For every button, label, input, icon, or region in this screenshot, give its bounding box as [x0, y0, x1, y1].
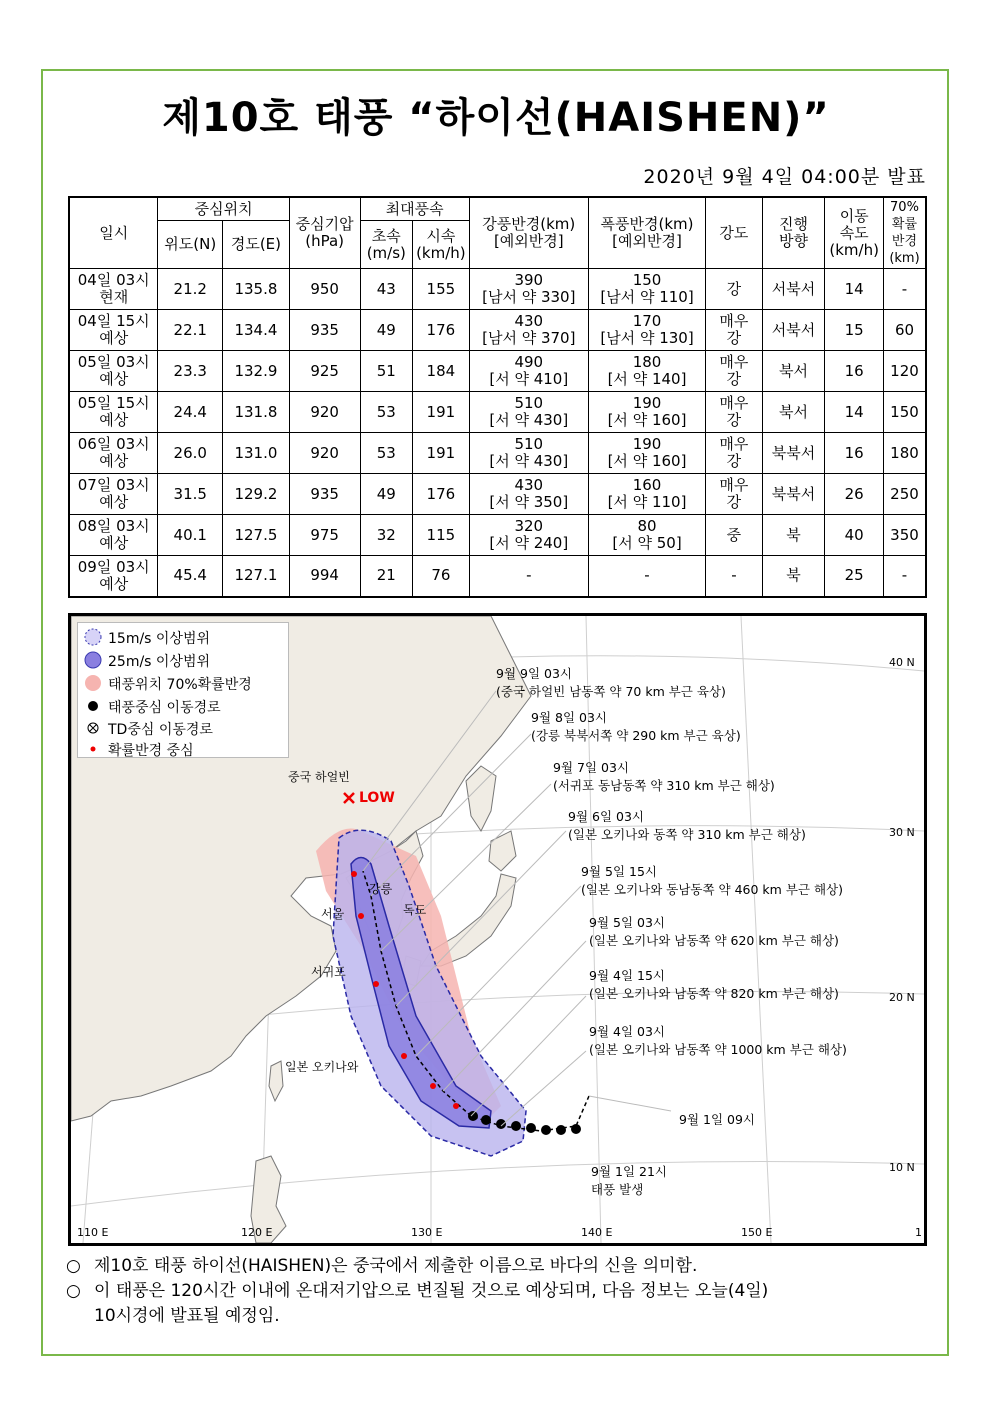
note-2-cont	[66, 1304, 928, 1329]
lat-40-label: 40 N	[889, 656, 915, 669]
cell-gale-1: 320	[514, 517, 544, 535]
cell-direction: 북서	[762, 351, 825, 392]
legend-td: TD중심 이동경로	[108, 722, 213, 738]
annot-9-time: 9월 1일 09시	[679, 1112, 755, 1127]
cell-gale	[469, 269, 588, 310]
header-prob-3: 반경	[891, 234, 918, 249]
table-row	[69, 392, 926, 433]
annot-6-desc: (일본 오키나와 남동쪽 약 620 km 부근 해상)	[589, 933, 839, 948]
cell-direction: 북서	[762, 392, 825, 433]
cell-datetime	[69, 433, 158, 474]
cell-gale	[469, 474, 588, 515]
issued-time: 2020년 9월 4일 04:00분 발표	[643, 166, 926, 188]
map-legend	[77, 622, 289, 758]
cell-kmh: 115	[413, 515, 470, 556]
cell-storm	[588, 310, 705, 351]
city-harbin: 중국 하얼빈	[288, 770, 350, 784]
typhoon-track-map	[68, 613, 927, 1246]
city-seogwipo: 서귀포	[311, 965, 346, 979]
cell-prob: 120	[883, 351, 926, 392]
cell-speed: 14	[825, 392, 884, 433]
cell-direction: 북	[762, 556, 825, 597]
note-2-indent	[66, 1304, 94, 1329]
cell-lat: 22.1	[158, 310, 223, 351]
cell-datetime	[69, 310, 158, 351]
note-2-text-cont: 10시경에 발표될 예정임.	[94, 1306, 280, 1326]
header-gale	[469, 197, 588, 269]
cell-datetime	[69, 474, 158, 515]
legend-track: 태풍중심 이동경로	[108, 700, 221, 716]
cell-datetime-1: 08일 03시	[77, 517, 150, 535]
cell-gale	[469, 556, 588, 597]
annot-2-desc: (강릉 북북서쪽 약 290 km 부근 육상)	[531, 728, 741, 743]
city-seoul: 서울	[321, 907, 345, 921]
cell-gale	[469, 351, 588, 392]
cell-datetime-1: 05일 03시	[77, 353, 150, 371]
cell-datetime	[69, 392, 158, 433]
notes	[66, 1254, 928, 1329]
cell-storm-1: 180	[632, 353, 662, 371]
header-lat: 위도(N)	[158, 221, 223, 269]
cell-datetime-1: 04일 15시	[77, 312, 150, 330]
header-ms-1: 초속	[371, 226, 401, 245]
cell-lon: 127.5	[223, 515, 290, 556]
annot-7-desc: (일본 오키나와 남동쪽 약 820 km 부근 해상)	[589, 986, 839, 1001]
cell-datetime	[69, 556, 158, 597]
cell-speed: 16	[825, 351, 884, 392]
annot-1-desc: (중국 하얼빈 남동쪽 약 70 km 부근 육상)	[496, 684, 726, 699]
header-prob-1: 70%	[890, 200, 919, 215]
cell-prob: 250	[883, 474, 926, 515]
cell-intensity	[706, 351, 763, 392]
cell-intensity	[706, 474, 763, 515]
lon-110-label: 110 E	[77, 1226, 109, 1239]
annot-4-time: 9월 6일 03시	[568, 809, 644, 824]
cell-lon: 134.4	[223, 310, 290, 351]
cell-gale-1: 390	[514, 271, 544, 289]
cell-prob: 150	[883, 392, 926, 433]
table-row	[69, 474, 926, 515]
cell-gale-1: -	[526, 566, 532, 585]
header-speed	[825, 197, 884, 269]
cell-ms: 51	[360, 351, 413, 392]
header-storm-label: 폭풍반경(km)	[600, 215, 694, 233]
cell-gale-2: [남서 약 330]	[482, 288, 576, 306]
city-gangneung: 강릉	[369, 882, 393, 896]
lat-20-label: 20 N	[889, 991, 915, 1004]
cell-gale	[469, 515, 588, 556]
cell-gale-2: [서 약 410]	[489, 370, 569, 388]
cell-storm-2: [서 약 160]	[607, 452, 687, 470]
header-speed-2: 속도	[839, 223, 869, 242]
cell-storm-2: [서 약 140]	[607, 370, 687, 388]
header-gale-sub: [예외반경]	[493, 232, 564, 250]
table-row	[69, 351, 926, 392]
page-title: 제10호 태풍 “하이선(HAISHEN)”	[162, 95, 830, 141]
note-1-bullet: ○	[66, 1256, 81, 1276]
cell-speed: 15	[825, 310, 884, 351]
cell-storm-2: [남서 약 110]	[600, 288, 694, 306]
cell-intensity	[706, 392, 763, 433]
lon-130-label: 130 E	[411, 1226, 443, 1239]
cell-storm	[588, 433, 705, 474]
cell-intensity-2: 강	[726, 329, 742, 347]
cell-gale-1: 510	[514, 394, 544, 412]
cell-datetime-2: 현재	[99, 288, 129, 306]
annot-1-time: 9월 9일 03시	[496, 666, 572, 681]
cell-storm-1: 190	[632, 394, 662, 412]
cell-kmh: 155	[413, 269, 470, 310]
header-direction-1: 진행	[779, 215, 809, 233]
header-direction	[762, 197, 825, 269]
cell-lat: 40.1	[158, 515, 223, 556]
annot-3-desc: (서귀포 동남동쪽 약 310 km 부근 해상)	[553, 778, 775, 793]
cell-lat: 31.5	[158, 474, 223, 515]
cell-storm	[588, 351, 705, 392]
annot-10-time: 9월 1일 21시	[591, 1164, 667, 1179]
cell-datetime	[69, 269, 158, 310]
cell-intensity-1: 매우	[719, 353, 749, 371]
cell-direction: 북	[762, 515, 825, 556]
cell-pressure: 975	[289, 515, 360, 556]
cell-intensity	[706, 556, 763, 597]
cell-lon: 135.8	[223, 269, 290, 310]
annot-2-time: 9월 8일 03시	[531, 710, 607, 725]
table-row	[69, 269, 926, 310]
header-gale-label: 강풍반경(km)	[482, 215, 576, 233]
header-pressure	[289, 197, 360, 269]
cell-gale	[469, 392, 588, 433]
cell-gale-2: [서 약 350]	[489, 493, 569, 511]
cell-datetime-1: 05일 15시	[77, 394, 150, 412]
cell-kmh: 184	[413, 351, 470, 392]
annot-3-time: 9월 7일 03시	[553, 760, 629, 775]
lon-120-label: 120 E	[241, 1226, 273, 1239]
header-speed-3: (km/h)	[829, 240, 879, 259]
header-ms	[360, 221, 413, 269]
table-row	[69, 433, 926, 474]
cell-datetime-2: 예상	[99, 370, 129, 388]
cell-intensity-2: 강	[726, 452, 742, 470]
cell-speed: 14	[825, 269, 884, 310]
note-2	[66, 1279, 928, 1304]
header-pressure-unit: (hPa)	[305, 232, 345, 250]
cell-intensity	[706, 310, 763, 351]
cell-lon: 132.9	[223, 351, 290, 392]
cell-storm-2: [서 약 110]	[607, 493, 687, 511]
header-prob-2: 확률	[891, 217, 918, 232]
header-prob	[883, 197, 926, 269]
cell-lat: 21.2	[158, 269, 223, 310]
city-dokdo: 독도	[403, 903, 427, 917]
cell-speed: 26	[825, 474, 884, 515]
cell-direction: 서북서	[762, 310, 825, 351]
header-maxwind: 최대풍속	[360, 197, 469, 221]
cell-intensity	[706, 269, 763, 310]
cell-intensity-1: 매우	[719, 476, 749, 494]
cell-datetime-1: 06일 03시	[77, 435, 150, 453]
cell-speed: 16	[825, 433, 884, 474]
cell-gale-1: 490	[514, 353, 544, 371]
cell-storm-1: 150	[632, 271, 662, 289]
td-cross-icon	[90, 725, 97, 732]
cell-storm-2: [남서 약 130]	[600, 329, 694, 347]
cell-intensity	[706, 433, 763, 474]
typhoon-symbol-icon	[88, 701, 98, 711]
forecast-table	[68, 196, 927, 598]
cell-kmh: 176	[413, 310, 470, 351]
header-pressure-label: 중심기압	[295, 215, 354, 233]
note-1	[66, 1254, 928, 1279]
header-speed-1: 이동	[839, 206, 869, 225]
cell-gale-1: 430	[514, 476, 544, 494]
lat-30-label: 30 N	[889, 826, 915, 839]
low-label: LOW	[359, 790, 395, 806]
table-row	[69, 310, 926, 351]
header-kmh-2: (km/h)	[416, 243, 466, 262]
cell-gale	[469, 433, 588, 474]
cell-intensity-1: 중	[726, 525, 742, 544]
header-ms-2: (m/s)	[366, 243, 406, 262]
cell-gale-2: [서 약 430]	[489, 411, 569, 429]
cell-datetime-1: 04일 03시	[77, 271, 150, 289]
cell-datetime-2: 예상	[99, 493, 129, 511]
cell-pressure: 935	[289, 310, 360, 351]
annot-4-desc: (일본 오키나와 동쪽 약 310 km 부근 해상)	[568, 827, 806, 842]
cell-storm	[588, 515, 705, 556]
lon-140-label: 140 E	[581, 1226, 613, 1239]
cell-kmh: 76	[413, 556, 470, 597]
cell-ms: 53	[360, 433, 413, 474]
cell-prob: 350	[883, 515, 926, 556]
cell-intensity-1: 강	[726, 279, 742, 298]
legend-15ms-icon	[85, 629, 101, 645]
cell-prob: -	[883, 269, 926, 310]
cell-pressure: 925	[289, 351, 360, 392]
cell-direction: 서북서	[762, 269, 825, 310]
prob-center-icon	[91, 747, 96, 752]
cell-datetime-2: 예상	[99, 574, 129, 593]
cell-prob: 180	[883, 433, 926, 474]
cell-storm	[588, 392, 705, 433]
cell-storm	[588, 474, 705, 515]
cell-direction: 북북서	[762, 433, 825, 474]
cell-ms: 43	[360, 269, 413, 310]
cell-gale-2: [서 약 430]	[489, 452, 569, 470]
cell-lon: 127.1	[223, 556, 290, 597]
cell-storm-1: 190	[632, 435, 662, 453]
legend-25ms-icon	[85, 652, 101, 668]
legend-15ms: 15m/s 이상범위	[108, 631, 211, 647]
cell-lat: 24.4	[158, 392, 223, 433]
annot-8-time: 9월 4일 03시	[589, 1024, 665, 1039]
cell-datetime-2: 예상	[99, 534, 129, 552]
note-2-text: 이 태풍은 120시간 이내에 온대저기압으로 변질될 것으로 예상되며, 다음 정보는 오늘(4일)	[94, 1281, 769, 1301]
cell-lat: 45.4	[158, 556, 223, 597]
header-intensity: 강도	[706, 197, 763, 269]
cell-datetime-1: 09일 03시	[77, 557, 150, 576]
cell-intensity-1: 매우	[719, 394, 749, 412]
cell-storm	[588, 269, 705, 310]
cell-gale-1: 430	[514, 312, 544, 330]
cell-intensity-1: 매우	[719, 435, 749, 453]
cell-pressure: 994	[289, 556, 360, 597]
lon-edge-label: 1	[915, 1226, 922, 1239]
lon-150-label: 150 E	[741, 1226, 773, 1239]
cell-lon: 129.2	[223, 474, 290, 515]
cell-storm-2: [서 약 160]	[607, 411, 687, 429]
cell-ms: 49	[360, 474, 413, 515]
annot-7-time: 9월 4일 15시	[589, 968, 665, 983]
header-direction-2: 방향	[779, 232, 809, 250]
header-storm	[588, 197, 705, 269]
header-datetime: 일시	[69, 197, 158, 269]
cell-prob: -	[883, 556, 926, 597]
cell-intensity-2: 강	[726, 370, 742, 388]
cell-intensity-2: 강	[726, 493, 742, 511]
cell-kmh: 191	[413, 392, 470, 433]
cell-pressure: 935	[289, 474, 360, 515]
cell-storm-1: -	[644, 566, 650, 585]
cell-ms: 53	[360, 392, 413, 433]
cell-gale	[469, 310, 588, 351]
cell-lat: 26.0	[158, 433, 223, 474]
cell-storm-1: 160	[632, 476, 662, 494]
cell-datetime	[69, 351, 158, 392]
cell-storm-2: [서 약 50]	[612, 534, 682, 552]
legend-prob-icon	[85, 675, 101, 691]
cell-ms: 49	[360, 310, 413, 351]
cell-pressure: 920	[289, 433, 360, 474]
annot-10-desc: 태풍 발생	[591, 1182, 644, 1197]
cell-intensity	[706, 515, 763, 556]
cell-pressure: 950	[289, 269, 360, 310]
cell-lat: 23.3	[158, 351, 223, 392]
cell-intensity-1: 매우	[719, 312, 749, 330]
legend-25ms: 25m/s 이상범위	[108, 654, 211, 670]
note-1-text: 제10호 태풍 하이선(HAISHEN)은 중국에서 제출한 이름으로 바다의 신을 의미함.	[94, 1256, 698, 1276]
cell-gale-1: 510	[514, 435, 544, 453]
cell-direction: 북북서	[762, 474, 825, 515]
header-storm-sub: [예외반경]	[612, 232, 682, 250]
header-kmh	[413, 221, 470, 269]
cell-speed: 40	[825, 515, 884, 556]
table-row	[69, 515, 926, 556]
annot-6-time: 9월 5일 03시	[589, 915, 665, 930]
cell-prob: 60	[883, 310, 926, 351]
header-kmh-1: 시속	[426, 226, 456, 245]
legend-prob: 태풍위치 70%확률반경	[108, 677, 252, 693]
header-prob-4: (km)	[889, 251, 920, 266]
cell-speed: 25	[825, 556, 884, 597]
cell-datetime	[69, 515, 158, 556]
cell-pressure: 920	[289, 392, 360, 433]
city-okinawa: 일본 오키나와	[285, 1060, 359, 1074]
cell-storm-1: 80	[637, 517, 657, 535]
cell-storm	[588, 556, 705, 597]
cell-ms: 21	[360, 556, 413, 597]
cell-storm-1: 170	[632, 312, 662, 330]
cell-datetime-2: 예상	[99, 452, 129, 470]
cell-lon: 131.0	[223, 433, 290, 474]
annot-8-desc: (일본 오키나와 남동쪽 약 1000 km 부근 해상)	[589, 1042, 847, 1057]
cell-gale-2: [서 약 240]	[489, 534, 569, 552]
cell-intensity-2: 강	[726, 411, 742, 429]
annot-5-desc: (일본 오키나와 동남동쪽 약 460 km 부근 해상)	[581, 882, 843, 897]
cell-intensity-1: -	[731, 566, 737, 585]
header-lon: 경도(E)	[223, 221, 290, 269]
cell-lon: 131.8	[223, 392, 290, 433]
annot-5-time: 9월 5일 15시	[581, 864, 657, 879]
header-center: 중심위치	[158, 197, 289, 221]
legend-prob-center: 확률반경 중심	[108, 743, 194, 759]
cell-datetime-2: 예상	[99, 411, 129, 429]
cell-kmh: 191	[413, 433, 470, 474]
note-2-bullet: ○	[66, 1281, 81, 1301]
lat-10-label: 10 N	[889, 1161, 915, 1174]
cell-datetime-1: 07일 03시	[77, 476, 150, 494]
cell-ms: 32	[360, 515, 413, 556]
cell-datetime-2: 예상	[99, 329, 129, 347]
cell-kmh: 176	[413, 474, 470, 515]
table-row	[69, 556, 926, 597]
cell-gale-2: [남서 약 370]	[482, 329, 576, 347]
